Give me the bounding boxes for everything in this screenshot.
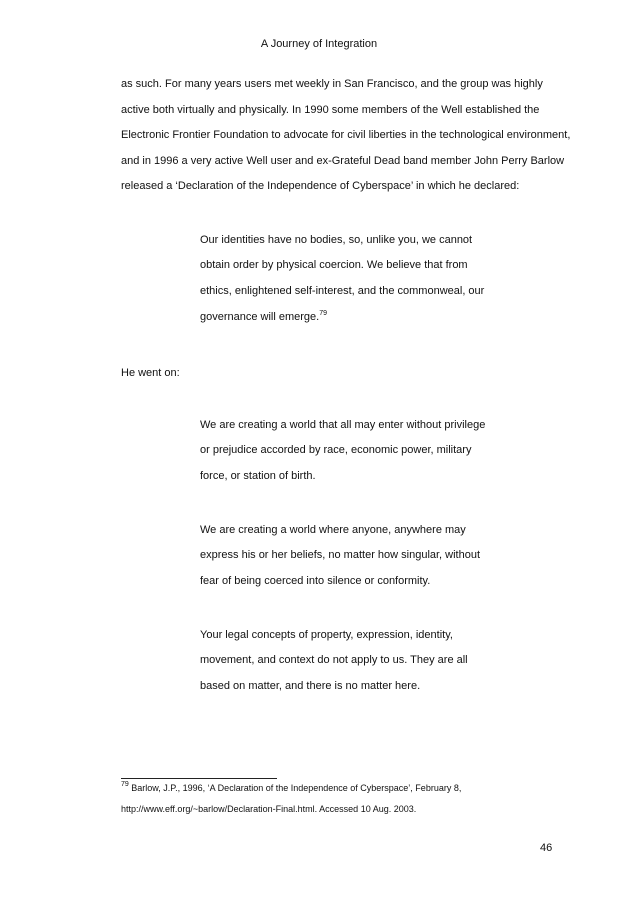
paragraph-line: released a ‘Declaration of the Independence of Cyberspace’ in which he declared: — [121, 180, 520, 192]
quote-line: Our identities have no bodies, so, unlike you, we cannot — [200, 234, 473, 246]
footnote-url[interactable]: http://www.eff.org/~barlow/Declaration-Final.html. Accessed 10 Aug. 2003. — [121, 804, 417, 814]
page-number: 46 — [540, 842, 553, 854]
footnote-citation: Barlow, J.P., 1996, ‘A Declaration of the Independence of Cyberspace’, February 8, — [128, 783, 462, 793]
footnote-number: 79 — [121, 781, 129, 788]
quote-text: governance will emerge. — [200, 311, 320, 323]
paragraph-line: Electronic Frontier Foundation to advocate for civil liberties in the technological environment, — [121, 129, 571, 141]
quote-line: Your legal concepts of property, expression, identity, — [200, 629, 453, 641]
quote-line: We are creating a world that all may enter without privilege — [200, 419, 486, 431]
footnote-line — [121, 783, 461, 793]
quote-line: We are creating a world where anyone, anywhere may — [200, 524, 466, 536]
footnote-divider — [121, 778, 277, 779]
transition-text: He went on: — [121, 367, 180, 379]
quote-line: fear of being coerced into silence or conformity. — [200, 575, 431, 587]
quote-line: movement, and context do not apply to us. They are all — [200, 654, 468, 666]
paragraph-line: and in 1996 a very active Well user and ex-Grateful Dead band member John Perry Barlow — [121, 155, 565, 167]
quote-line: force, or station of birth. — [200, 470, 316, 482]
quote-line — [200, 311, 327, 323]
footnote-reference[interactable]: 79 — [319, 310, 328, 317]
quote-line: ethics, enlightened self-interest, and the commonweal, our — [200, 285, 485, 297]
quote-line: or prejudice accorded by race, economic power, military — [200, 444, 472, 456]
quote-line: express his or her beliefs, no matter how singular, without — [200, 549, 481, 561]
quote-line: based on matter, and there is no matter here. — [200, 680, 421, 692]
quote-line: obtain order by physical coercion. We believe that from — [200, 259, 468, 271]
running-header: A Journey of Integration — [260, 38, 378, 50]
paragraph-line: as such. For many years users met weekly in San Francisco, and the group was highly — [121, 78, 543, 90]
paragraph-line: active both virtually and physically. In 1990 some members of the Well established the — [121, 104, 540, 116]
